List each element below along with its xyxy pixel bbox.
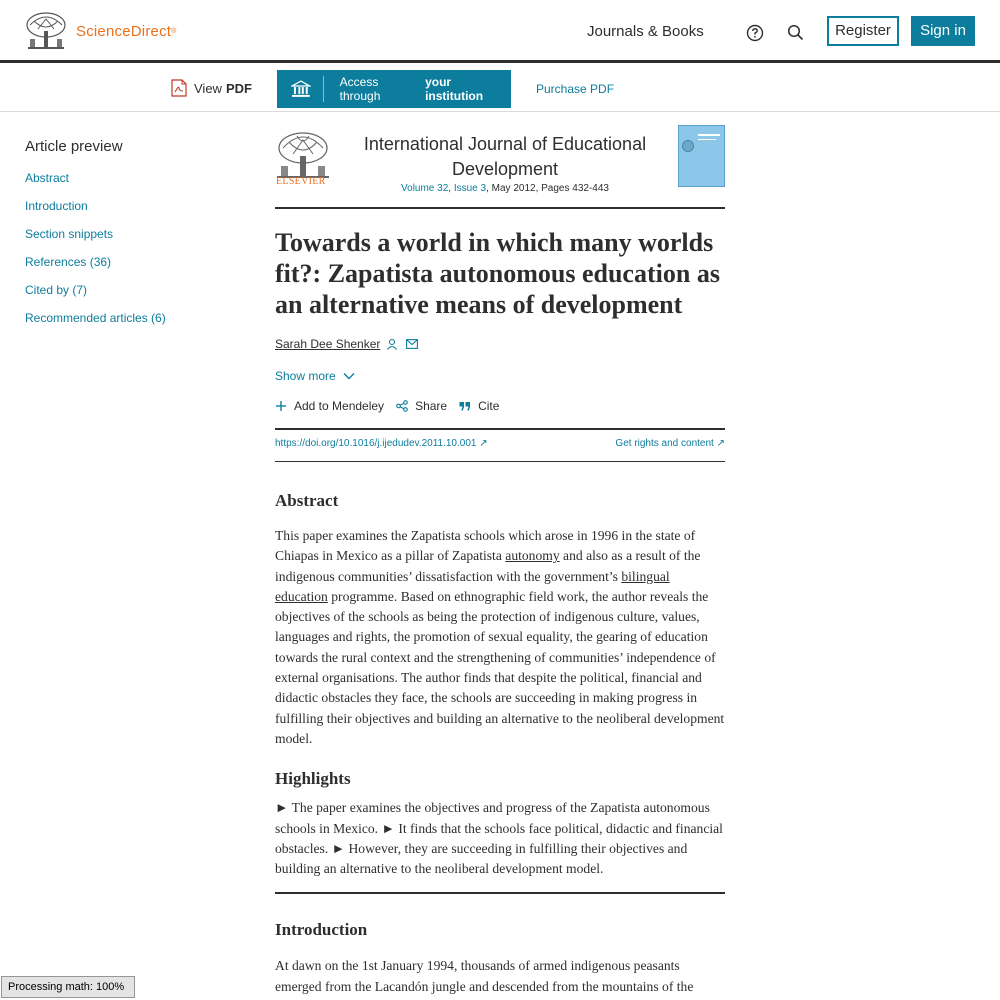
cover-emblem <box>682 140 694 152</box>
article-toolbar <box>0 66 1000 112</box>
access-divider <box>323 76 324 102</box>
share-icon <box>396 400 408 412</box>
bilingual-education-link[interactable]: bilingual education <box>275 568 670 604</box>
mathjax-status: Processing math: 100% <box>1 976 135 998</box>
sidebar-title: Article preview <box>25 138 123 155</box>
abstract-heading: Abstract <box>275 491 339 510</box>
journal-header <box>275 124 725 209</box>
introduction-heading: Introduction <box>275 920 368 940</box>
sidebar-item-abstract[interactable]: Abstract <box>25 171 70 185</box>
article-preview-sidebar <box>25 138 245 336</box>
doi-row <box>275 430 725 462</box>
cover-line <box>698 134 720 136</box>
doi-text: https://doi.org/10.1016/j.ijedudev.2011.10.001 <box>275 438 477 449</box>
access-bold: your institution <box>425 75 484 103</box>
journal-title[interactable]: International Journal of Educational Development <box>363 134 647 179</box>
view-label: View <box>194 80 222 96</box>
sidebar-item-introduction[interactable]: Introduction <box>25 199 88 213</box>
purchase-pdf-link[interactable]: Purchase PDF <box>536 82 615 96</box>
abstract-part-2: and also as a result of the indigenous communities’ dissatisfaction with the government’s <box>275 548 701 584</box>
pdf-icon <box>171 79 187 97</box>
sidebar-item-section-snippets[interactable]: Section snippets <box>25 227 114 241</box>
sidebar-item-recommended[interactable]: Recommended articles (6) <box>25 311 166 325</box>
rights-text: Get rights and content <box>615 438 714 449</box>
meta-comma: , <box>448 183 454 194</box>
site-header <box>0 0 1000 63</box>
add-to-mendeley-button[interactable] <box>275 399 384 413</box>
highlights-text: ► The paper examines the objectives and progress of the Zapatista autonomous schools in Mexico. ► It finds that the schools face political, didactic and financial obstacles. ► However, they are succeeding in fulfilling their objectives and building an alternative to the neoliberal development model. <box>275 798 725 894</box>
journal-cover-image[interactable] <box>678 125 725 187</box>
access-prefix: Access through <box>339 75 381 103</box>
journals-books-link[interactable]: Journals & Books <box>587 23 704 40</box>
external-link-icon: ↗ <box>479 438 488 449</box>
share-button[interactable] <box>396 399 447 413</box>
autonomy-link[interactable]: autonomy <box>505 548 560 564</box>
article-main <box>275 124 725 997</box>
show-more-label: Show more <box>275 369 336 383</box>
rights-link[interactable] <box>615 438 725 449</box>
author-link[interactable]: Sarah Dee Shenker <box>275 337 381 351</box>
publisher-name: ELSEVIER <box>276 176 326 187</box>
plus-icon <box>275 400 287 412</box>
mail-icon[interactable] <box>406 339 418 349</box>
volume-link[interactable]: Volume 32 <box>401 183 449 194</box>
journal-meta <box>353 183 657 194</box>
search-icon[interactable] <box>787 24 804 41</box>
article-title: Towards a world in which many worlds fit?: Zapatista autonomous education as an alternative means of development <box>275 228 720 319</box>
help-icon[interactable] <box>746 24 764 42</box>
access-institution-button[interactable] <box>277 70 511 108</box>
sidebar-item-references[interactable]: References (36) <box>25 255 112 269</box>
cite-label: Cite <box>478 399 500 413</box>
pdf-label: PDF <box>225 80 252 96</box>
cite-button[interactable] <box>459 399 499 413</box>
registered-mark-icon: ® <box>171 27 177 35</box>
sidebar-item-cited-by[interactable]: Cited by (7) <box>25 283 88 297</box>
abstract-part-1: This paper examines the Zapatista schools which arose in 1996 in the state of Chiapas in Mexico as a pillar of Zapatista <box>275 528 696 564</box>
sign-in-button[interactable]: Sign in <box>911 16 975 46</box>
journal-date-pages: , May 2012, Pages 432-443 <box>486 183 609 194</box>
introduction-text: At dawn on the 1st January 1994, thousands of armed indigenous peasants emerged from the Lacandón jungle and descended from the mountains of the <box>275 958 694 994</box>
issue-link[interactable]: Issue 3 <box>453 183 487 194</box>
abstract-part-3: programme. Based on ethnographic field work, the author reveals the objectives of the schools as being the protection of indigenous culture, values, languages and rights, the promotion of sexual equality, the gearing of education towards the rural context and the strengthening of communities’ independence of external organisations. The author finds that despite the political, financial and didactic obstacles they face, the schools are succeeding in making progress in fulfilling their objectives and building an alternative to the neoliberal development model. <box>275 588 725 746</box>
abstract-text <box>275 526 725 749</box>
institution-icon <box>291 80 311 98</box>
show-more-button[interactable] <box>275 369 725 383</box>
quote-icon <box>459 400 471 412</box>
highlights-heading: Highlights <box>275 769 351 789</box>
sciencedirect-logo[interactable] <box>24 11 176 51</box>
share-label: Share <box>415 399 448 413</box>
doi-link[interactable] <box>275 438 488 449</box>
chevron-down-icon <box>343 372 355 380</box>
article-actions <box>275 399 725 430</box>
author-row <box>275 337 725 351</box>
register-button[interactable]: Register <box>827 16 899 46</box>
elsevier-tree-icon <box>24 11 68 51</box>
cover-line <box>698 139 716 140</box>
external-link-icon: ↗ <box>716 438 725 449</box>
person-icon[interactable] <box>386 338 398 350</box>
mendeley-label: Add to Mendeley <box>294 399 385 413</box>
view-pdf-button[interactable] <box>171 79 252 97</box>
brand-name: ScienceDirect <box>76 22 172 40</box>
